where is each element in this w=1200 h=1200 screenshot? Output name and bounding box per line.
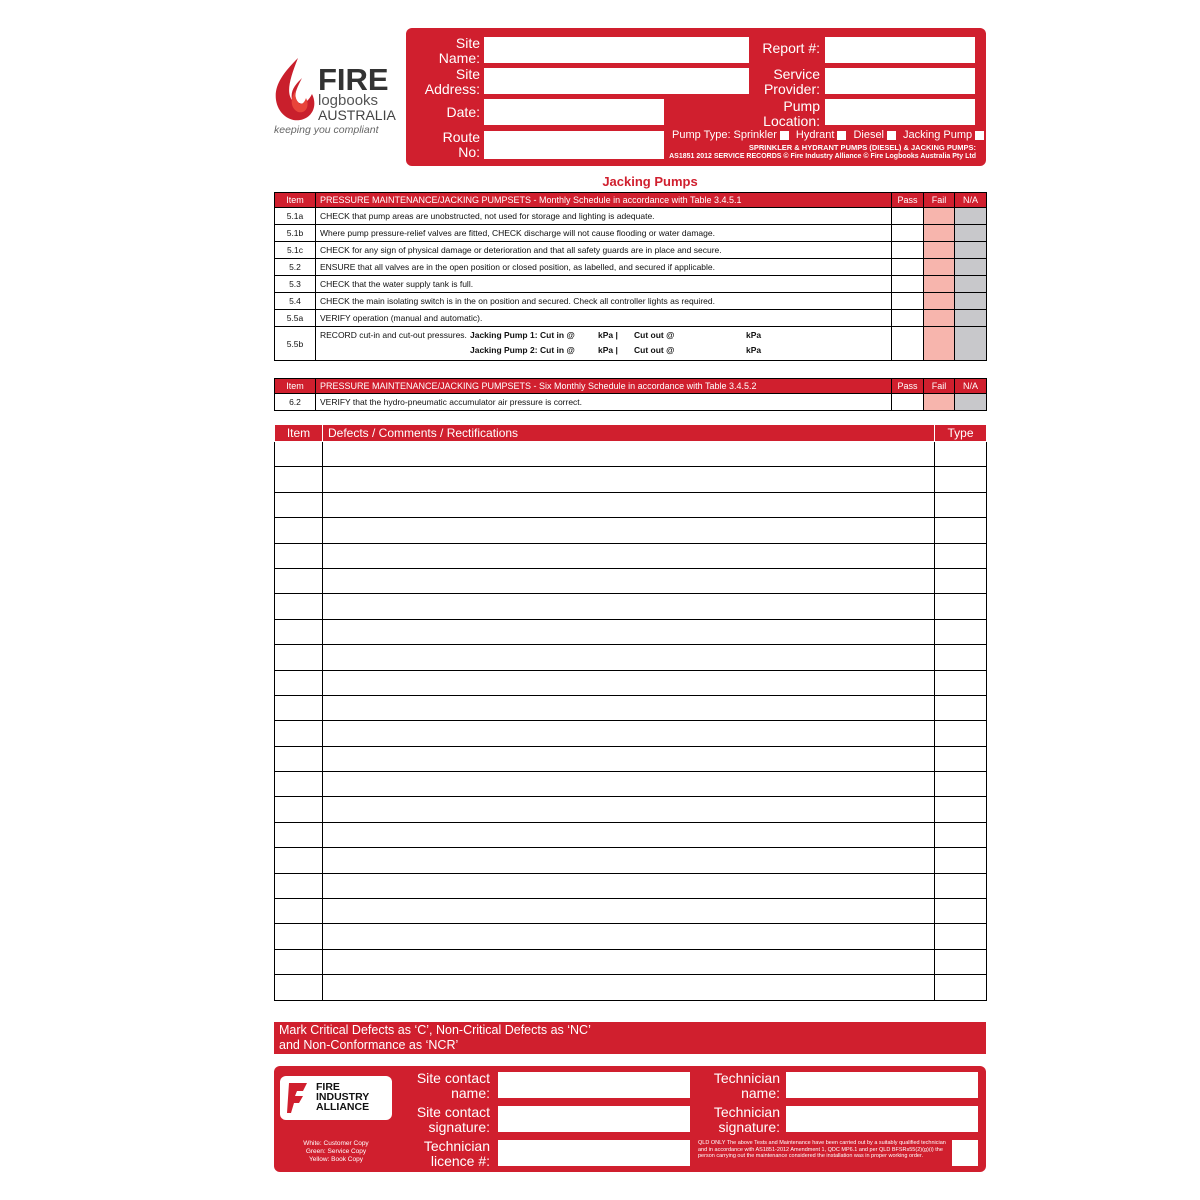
defect-item-cell[interactable]: [275, 492, 323, 517]
fail-cell[interactable]: [924, 208, 955, 225]
defect-row: [275, 873, 987, 898]
note-line-1: Mark Critical Defects as ‘C’, Non-Critical Defects as ‘NC’: [279, 1023, 591, 1037]
defect-row: [275, 772, 987, 797]
defect-comment-cell[interactable]: [323, 568, 935, 593]
defect-row: [275, 670, 987, 695]
service-provider-label: Service Provider:: [763, 66, 820, 97]
report-no-label: Report #:: [762, 40, 820, 56]
col-pass: Pass: [892, 193, 924, 208]
logo-tagline: keeping you compliant: [274, 124, 379, 136]
defect-item-cell[interactable]: [275, 568, 323, 593]
col-item: Item: [275, 379, 316, 394]
pass-cell[interactable]: [892, 225, 924, 242]
fire-logbooks-logo: [272, 56, 398, 138]
defects-header-row: [275, 425, 987, 442]
monthly-schedule-table: [274, 192, 987, 361]
site-contact-name-field[interactable]: [498, 1072, 690, 1098]
site-address-label: Site Address:: [424, 66, 480, 97]
form-subtitle-2: AS1851 2012 SERVICE RECORDS © Fire Industry Alliance © Fire Logbooks Australia Pty Ltd: [669, 153, 976, 160]
pump1-cut-in-label: Cut in @: [540, 330, 575, 340]
defect-row: [275, 721, 987, 746]
note-line-2: and Non-Conformance as ‘NCR’: [279, 1038, 459, 1052]
defects-col-comments: Defects / Comments / Rectifications: [323, 425, 935, 442]
defect-type-cell[interactable]: [935, 619, 987, 644]
defect-type-cell[interactable]: [935, 492, 987, 517]
na-cell[interactable]: [955, 242, 987, 259]
row-item: 5.1a: [275, 208, 316, 225]
defect-comment-cell[interactable]: [323, 619, 935, 644]
logo-fire-text: FIRE: [318, 62, 389, 97]
table-row: [275, 276, 987, 293]
sprinkler-checkbox[interactable]: [780, 131, 789, 140]
defect-row: [275, 975, 987, 1000]
defect-item-cell[interactable]: [275, 924, 323, 949]
defect-comment-cell[interactable]: [323, 797, 935, 822]
row-text: CHECK that the water supply tank is full.: [316, 276, 892, 293]
pump1-cut-in-unit: kPa |: [598, 330, 618, 340]
defect-item-cell[interactable]: [275, 594, 323, 619]
logo-australia-text: AUSTRALIA: [318, 107, 396, 123]
defect-item-cell[interactable]: [275, 543, 323, 568]
pressure-record-row: [275, 327, 987, 361]
row-text: VERIFY operation (manual and automatic).: [316, 310, 892, 327]
defect-row: [275, 492, 987, 517]
site-contact-signature-label: Site contact signature:: [416, 1104, 490, 1135]
pump-type-diesel-label: Diesel: [853, 129, 885, 141]
defects-col-item: Item: [275, 425, 323, 442]
defect-item-cell[interactable]: [275, 975, 323, 1000]
technician-licence-field[interactable]: [498, 1140, 690, 1166]
defect-type-cell[interactable]: [935, 822, 987, 847]
defect-row: [275, 797, 987, 822]
defect-item-cell[interactable]: [275, 619, 323, 644]
defect-row: [275, 949, 987, 974]
defect-type-cell[interactable]: [935, 848, 987, 873]
pressure-record-cell: [316, 327, 892, 361]
col-item: Item: [275, 193, 316, 208]
col-na: N/A: [955, 193, 987, 208]
fail-cell[interactable]: [924, 225, 955, 242]
alliance-text-3: ALLIANCE: [316, 1101, 370, 1113]
diesel-checkbox[interactable]: [887, 131, 896, 140]
pressure-record-line-2: [320, 345, 887, 355]
col-na: N/A: [955, 379, 987, 394]
pump-type-row: [672, 129, 984, 141]
defect-item-cell[interactable]: [275, 442, 323, 467]
defect-item-cell[interactable]: [275, 721, 323, 746]
defect-comment-cell[interactable]: [323, 594, 935, 619]
pump2-cut-in-unit: kPa |: [598, 345, 618, 355]
na-cell[interactable]: [955, 259, 987, 276]
site-contact-signature-field[interactable]: [498, 1106, 690, 1132]
row-item: 5.5a: [275, 310, 316, 327]
defect-comment-cell[interactable]: [323, 467, 935, 492]
defect-comment-cell[interactable]: [323, 670, 935, 695]
defect-comment-cell[interactable]: [323, 518, 935, 543]
defect-comment-cell[interactable]: [323, 924, 935, 949]
defect-type-cell[interactable]: [935, 518, 987, 543]
defect-item-cell[interactable]: [275, 772, 323, 797]
pump2-cut-out-unit: kPa: [746, 345, 762, 355]
defect-comment-cell[interactable]: [323, 848, 935, 873]
pass-cell[interactable]: [892, 259, 924, 276]
pump2-cut-out-label: Cut out @: [634, 345, 675, 355]
qld-compliance-note: QLD ONLY The above Tests and Maintenance have been carried out by a suitably qualified technician and in accordance with AS1851-2012 Amendment 1, QDC MP6.1 and per QLD BFSRs55(2)(g)(i) the person carrying out the maintenance considered the installation was in proper working order.: [698, 1140, 946, 1159]
defect-type-cell[interactable]: [935, 467, 987, 492]
fail-cell[interactable]: [924, 394, 955, 411]
pressure-record-line-1: [320, 330, 887, 340]
defect-item-cell[interactable]: [275, 899, 323, 924]
defect-type-cell[interactable]: [935, 975, 987, 1000]
defect-type-cell[interactable]: [935, 772, 987, 797]
defect-item-cell[interactable]: [275, 695, 323, 720]
defect-comment-cell[interactable]: [323, 645, 935, 670]
row-text: CHECK for any sign of physical damage or deterioration and that all safety guards are in place and secure.: [316, 242, 892, 259]
defect-row: [275, 848, 987, 873]
technician-signature-label: Technician signature:: [713, 1104, 780, 1135]
fail-cell[interactable]: [924, 310, 955, 327]
pump1-cut-out-unit: kPa: [746, 330, 762, 340]
pump2-cut-in-label: Cut in @: [540, 345, 575, 355]
defect-comment-cell[interactable]: [323, 949, 935, 974]
defect-comment-cell[interactable]: [323, 695, 935, 720]
defect-row: [275, 467, 987, 492]
defect-type-cell[interactable]: [935, 670, 987, 695]
row-text: VERIFY that the hydro-pneumatic accumulator air pressure is correct.: [316, 394, 892, 411]
qld-checkbox[interactable]: [952, 1140, 978, 1166]
defect-type-cell[interactable]: [935, 924, 987, 949]
row-text: CHECK the main isolating switch is in the on position and secured. Check all controller lights as required.: [316, 293, 892, 310]
fire-industry-alliance-logo: [280, 1076, 392, 1120]
defect-type-cell[interactable]: [935, 746, 987, 771]
record-instruction: RECORD cut-in and cut-out pressures.: [320, 330, 467, 340]
defect-type-cell[interactable]: [935, 873, 987, 898]
fail-cell[interactable]: [924, 259, 955, 276]
defect-comment-cell[interactable]: [323, 721, 935, 746]
defect-row: [275, 899, 987, 924]
pass-cell[interactable]: [892, 208, 924, 225]
pump1-label: Jacking Pump 1:: [470, 330, 538, 340]
defect-row: [275, 695, 987, 720]
defect-item-cell[interactable]: [275, 822, 323, 847]
logo-logbooks-text: logbooks: [318, 92, 379, 109]
defect-comment-cell[interactable]: [323, 822, 935, 847]
defect-type-cell[interactable]: [935, 594, 987, 619]
jacking-pump-checkbox[interactable]: [975, 131, 984, 140]
defect-row: [275, 645, 987, 670]
copy-yellow: Yellow: Book Copy: [309, 1156, 363, 1163]
col-fail: Fail: [924, 379, 955, 394]
six-monthly-header-row: [275, 379, 987, 394]
copy-green: Green: Service Copy: [305, 1148, 367, 1155]
row-item: 5.1c: [275, 242, 316, 259]
six-monthly-schedule-table: [274, 378, 987, 411]
defect-item-cell[interactable]: [275, 645, 323, 670]
report-no-field[interactable]: [825, 37, 975, 63]
defect-comment-cell[interactable]: [323, 442, 935, 467]
defect-comment-cell[interactable]: [323, 772, 935, 797]
hydrant-checkbox[interactable]: [837, 131, 846, 140]
defect-item-cell[interactable]: [275, 670, 323, 695]
defect-row: [275, 543, 987, 568]
pump-type-jacking-label: Jacking Pump: [903, 129, 973, 141]
fail-cell[interactable]: [924, 327, 955, 361]
pump-type-hydrant-label: Hydrant: [795, 129, 835, 141]
table-row: [275, 242, 987, 259]
pump-location-field[interactable]: [825, 99, 975, 125]
defect-comment-cell[interactable]: [323, 746, 935, 771]
defect-row: [275, 594, 987, 619]
copy-distribution: [286, 1140, 386, 1164]
table-row: [275, 259, 987, 276]
defect-row: [275, 746, 987, 771]
col-pass: Pass: [892, 379, 924, 394]
defects-body: [275, 442, 987, 1001]
na-cell[interactable]: [955, 225, 987, 242]
row-item: 5.4: [275, 293, 316, 310]
row-item: 6.2: [275, 394, 316, 411]
pump2-label: Jacking Pump 2:: [470, 345, 538, 355]
row-item: 5.5b: [275, 327, 316, 361]
pass-cell[interactable]: [892, 242, 924, 259]
service-provider-field[interactable]: [825, 68, 975, 94]
pass-cell[interactable]: [892, 293, 924, 310]
defect-comment-cell[interactable]: [323, 899, 935, 924]
defect-item-cell[interactable]: [275, 797, 323, 822]
defect-type-cell[interactable]: [935, 442, 987, 467]
site-address-field[interactable]: [484, 68, 749, 94]
fail-cell[interactable]: [924, 293, 955, 310]
pass-cell[interactable]: [892, 310, 924, 327]
pass-cell[interactable]: [892, 327, 924, 361]
defect-item-cell[interactable]: [275, 746, 323, 771]
defect-type-cell[interactable]: [935, 721, 987, 746]
row-text: CHECK that pump areas are unobstructed, not used for storage and lighting is adequate.: [316, 208, 892, 225]
na-cell[interactable]: [955, 394, 987, 411]
defects-col-type: Type: [935, 425, 987, 442]
row-text: Where pump pressure-relief valves are fitted, CHECK discharge will not cause flooding or water damage.: [316, 225, 892, 242]
defect-row: [275, 924, 987, 949]
defect-row: [275, 518, 987, 543]
defect-type-cell[interactable]: [935, 568, 987, 593]
defect-item-cell[interactable]: [275, 873, 323, 898]
monthly-header-row: [275, 193, 987, 208]
table-row: [275, 394, 987, 411]
defect-item-cell[interactable]: [275, 518, 323, 543]
defect-row: [275, 442, 987, 467]
alliance-text-2: INDUSTRY: [316, 1091, 370, 1103]
site-name-label: Site Name:: [438, 35, 480, 66]
defect-row: [275, 568, 987, 593]
na-cell[interactable]: [955, 310, 987, 327]
defect-type-cell[interactable]: [935, 543, 987, 568]
defect-type-cell[interactable]: [935, 949, 987, 974]
pump-location-label: Pump Location:: [763, 98, 820, 129]
fail-cell[interactable]: [924, 242, 955, 259]
defects-table: [274, 424, 987, 1001]
fail-cell[interactable]: [924, 276, 955, 293]
defect-item-cell[interactable]: [275, 949, 323, 974]
defect-item-cell[interactable]: [275, 467, 323, 492]
pump1-cut-out-label: Cut out @: [634, 330, 675, 340]
defect-classification-note: [274, 1022, 986, 1054]
na-cell[interactable]: [955, 276, 987, 293]
flame-icon: [272, 56, 316, 122]
section-title: Jacking Pumps: [602, 174, 698, 189]
technician-signature-field[interactable]: [786, 1106, 978, 1132]
route-no-field[interactable]: [484, 131, 664, 159]
technician-name-field[interactable]: [786, 1072, 978, 1098]
form-subtitle-1: SPRINKLER & HYDRANT PUMPS (DIESEL) & JACKING PUMPS:: [748, 143, 976, 152]
na-cell[interactable]: [955, 293, 987, 310]
row-item: 5.2: [275, 259, 316, 276]
pass-cell[interactable]: [892, 276, 924, 293]
table-row: [275, 208, 987, 225]
defect-comment-cell[interactable]: [323, 543, 935, 568]
route-no-label: Route No:: [442, 129, 480, 160]
table-row: [275, 225, 987, 242]
date-label: Date:: [446, 104, 480, 120]
six-monthly-heading: PRESSURE MAINTENANCE/JACKING PUMPSETS - Six Monthly Schedule in accordance with Table 3.4.5.2: [316, 379, 892, 394]
alliance-text-1: FIRE: [316, 1081, 340, 1093]
defect-comment-cell[interactable]: [323, 492, 935, 517]
date-field[interactable]: [484, 99, 664, 125]
site-contact-name-label: Site contact name:: [416, 1070, 490, 1101]
defect-type-cell[interactable]: [935, 899, 987, 924]
row-text: ENSURE that all valves are in the open position or closed position, as labelled, and secured if applicable.: [316, 259, 892, 276]
alliance-flame-icon: [285, 1081, 311, 1115]
defect-row: [275, 619, 987, 644]
table-row: [275, 310, 987, 327]
defect-comment-cell[interactable]: [323, 975, 935, 1000]
row-item: 5.1b: [275, 225, 316, 242]
defect-row: [275, 822, 987, 847]
na-cell[interactable]: [955, 327, 987, 361]
technician-licence-label: Technician licence #:: [423, 1138, 490, 1169]
col-fail: Fail: [924, 193, 955, 208]
pump-type-label: Pump Type:: [672, 129, 731, 141]
pass-cell[interactable]: [892, 394, 924, 411]
defect-comment-cell[interactable]: [323, 873, 935, 898]
defect-type-cell[interactable]: [935, 797, 987, 822]
defect-type-cell[interactable]: [935, 695, 987, 720]
copy-white: White: Customer Copy: [303, 1140, 369, 1147]
defect-type-cell[interactable]: [935, 645, 987, 670]
monthly-heading: PRESSURE MAINTENANCE/JACKING PUMPSETS - Monthly Schedule in accordance with Table 3.4.5.1: [316, 193, 892, 208]
defect-item-cell[interactable]: [275, 848, 323, 873]
pump-type-sprinkler-label: Sprinkler: [733, 129, 777, 141]
row-item: 5.3: [275, 276, 316, 293]
site-name-field[interactable]: [484, 37, 749, 63]
na-cell[interactable]: [955, 208, 987, 225]
technician-name-label: Technician name:: [713, 1070, 780, 1101]
table-row: [275, 293, 987, 310]
